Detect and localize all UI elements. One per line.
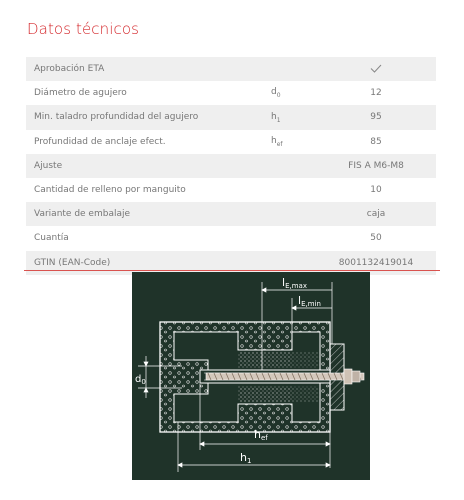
row-symbol: $h_{ef}$ (271, 135, 283, 148)
row-label: Aprobación ETA (26, 57, 226, 81)
row-label: Diámetro de agujero (34, 88, 127, 99)
row-label: Min. taladro profundidad del agujero (26, 105, 226, 129)
section-title: Datos técnicos (27, 20, 140, 38)
divider (24, 270, 440, 271)
row-symbol: $h_1$ (226, 105, 316, 129)
row-value: caja (316, 202, 436, 226)
table-row (26, 226, 436, 250)
row-value: 50 (370, 233, 382, 244)
row-symbol (226, 154, 316, 178)
table-row (26, 202, 436, 226)
check-icon (370, 64, 382, 73)
label-d0: $d_0$ (135, 374, 146, 386)
row-label: GTIN (EAN-Code) (26, 251, 226, 275)
technical-data-table (26, 57, 436, 275)
table-row (26, 81, 436, 105)
label-le-min: lE,min (298, 294, 321, 308)
row-label: Cuantía (34, 233, 69, 244)
row-symbol (226, 226, 316, 250)
row-label: Profundidad de anclaje efect. (34, 136, 166, 147)
table-row (26, 178, 436, 202)
anchor-diagram (132, 272, 370, 480)
row-symbol (226, 178, 316, 202)
row-symbol (226, 57, 316, 81)
row-label: Cantidad de relleno por manguito (34, 185, 186, 196)
label-hef: hef (254, 428, 268, 442)
row-symbol (226, 202, 316, 226)
row-value (316, 57, 436, 81)
row-value: 12 (370, 88, 382, 99)
label-h1: h1 (240, 451, 252, 465)
label-le-max: lE,max (282, 276, 307, 290)
table-row (26, 57, 436, 81)
table-row (26, 105, 436, 129)
row-label: Variante de embalaje (26, 202, 226, 226)
row-label: Ajuste (26, 154, 226, 178)
row-symbol: $d_0$ (271, 87, 281, 100)
row-value: 85 (370, 136, 382, 147)
table-row (26, 130, 436, 154)
row-value: 8001132419014 (316, 251, 436, 275)
row-value: 10 (370, 185, 382, 196)
anchor-diagram-svg (132, 272, 370, 480)
row-value: FIS A M6-M8 (316, 154, 436, 178)
table-row (26, 154, 436, 178)
row-value: 95 (316, 105, 436, 129)
